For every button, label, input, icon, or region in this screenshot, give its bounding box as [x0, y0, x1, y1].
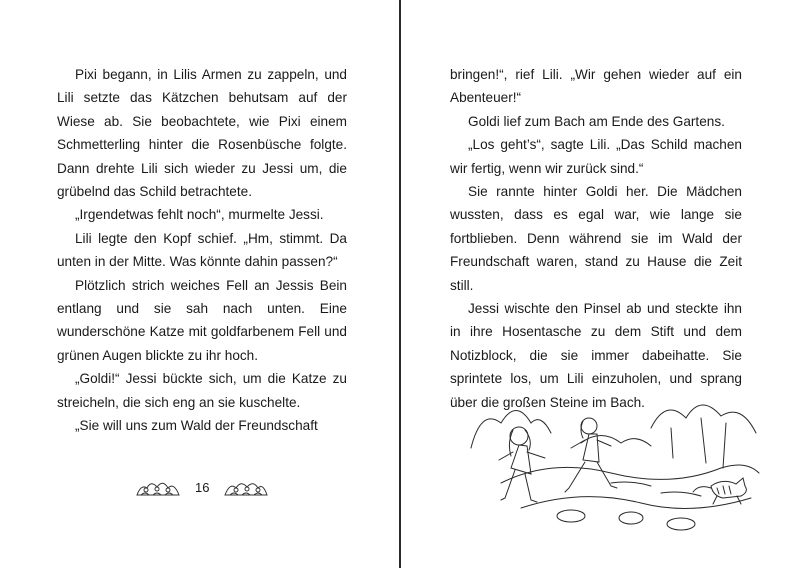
paragraph: „Irgendetwas fehlt noch“, murmelte Jessi.	[75, 207, 324, 223]
paragraph: Lili legte den Kopf schief. „Hm, stimmt. Da unten in der Mitte. Was könnte dahin passen?“	[57, 230, 347, 270]
page-footer	[135, 476, 269, 498]
paragraph: Jessi wischte den Pinsel ab und steckte ihn in ihre Hosentasche zu dem Stift und dem Notizblock, die sie immer dabeihatte. Sie sprintete los, um Lili einzuholen, und sprang über die großen Steine im Bach.	[450, 301, 742, 410]
left-ornament-icon	[135, 476, 181, 498]
paragraph: bringen!“, rief Lili. „Wir gehen wieder auf ein Abenteuer!“	[450, 67, 742, 106]
paragraph: „Goldi!“ Jessi bückte sich, um die Katze zu streicheln, die sich eng an sie kuschelte.	[57, 371, 347, 410]
left-page	[0, 0, 399, 568]
right-ornament-icon	[223, 476, 269, 498]
right-page-text	[450, 63, 742, 414]
paragraph: „Sie will uns zum Wald der Freundschaft	[75, 418, 318, 434]
paragraph: Plötzlich strich weiches Fell an Jessis Bein entlang und sie sah nach unten. Eine wunderschöne Katze mit goldfarbenem Fell und grünen Augen blickte zu ihr hoch.	[57, 277, 347, 363]
page-number: 16	[195, 479, 210, 495]
right-page	[401, 0, 800, 568]
paragraph: Goldi lief zum Bach am Ende des Gartens.	[468, 113, 725, 129]
paragraph: „Los geht’s“, sagte Lili. „Das Schild machen wir fertig, wenn wir zurück sind.“	[450, 137, 742, 176]
paragraph: Pixi begann, in Lilis Armen zu zappeln, und Lili setzte das Kätzchen behutsam auf der Wiese ab. Sie beobachtete, wie Pixi einem Schmetterling hinter die Rosenbüsche folgte. Dann drehte Lili sich wieder zu Jessi um, die grübelnd das Schild betrachtete.	[57, 67, 347, 200]
story-illustration	[461, 388, 761, 538]
left-page-text	[57, 63, 347, 438]
paragraph: Sie rannte hinter Goldi her. Die Mädchen wussten, dass es egal war, wie lange sie fortblieben. Denn während sie im Wald der Freundschaft waren, stand zu Hause die Zeit still.	[450, 184, 742, 293]
